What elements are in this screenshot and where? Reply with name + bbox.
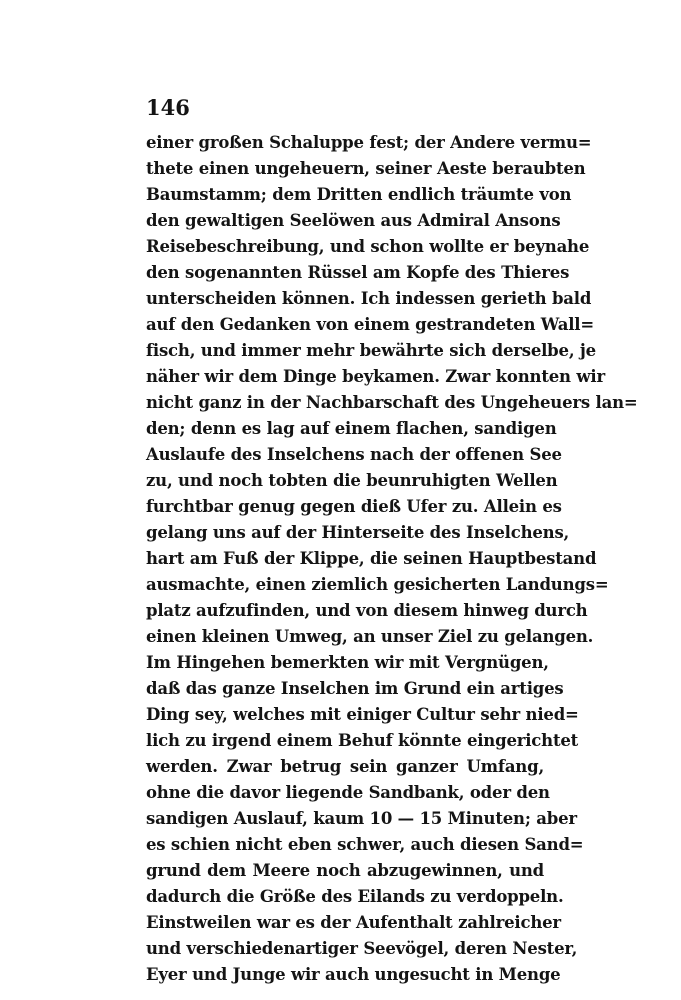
text-line: unterscheiden können. Ich indessen gerieth bald bbox=[146, 289, 592, 308]
text-line: ausmachte, einen ziemlich gesicherten Landungs= bbox=[146, 575, 609, 594]
text-line: Eyer und Junge wir auch ungesucht in Menge bbox=[146, 965, 561, 984]
text-line: fisch, und immer mehr bewährte sich derselbe, je bbox=[146, 341, 596, 360]
text-line: den sogenannten Rüssel am Kopfe des Thieres bbox=[146, 263, 570, 282]
text-line: Im Hingehen bemerkten wir mit Vergnügen, bbox=[146, 653, 549, 672]
text-line: sandigen Auslauf, kaum 10 — 15 Minuten; aber bbox=[146, 809, 577, 828]
text-line: grund dem Meere noch abzugewinnen, und bbox=[146, 861, 544, 880]
text-line: dadurch die Größe des Eilands zu verdoppeln. bbox=[146, 887, 564, 906]
text-line: einer großen Schaluppe fest; der Andere vermu= bbox=[146, 133, 592, 152]
text-line: nicht ganz in der Nachbarschaft des Ungeheuers lan= bbox=[146, 393, 638, 412]
body-text bbox=[146, 130, 638, 988]
text-line: Einstweilen war es der Aufenthalt zahlreicher bbox=[146, 913, 561, 932]
text-line: näher wir dem Dinge beykamen. Zwar konnten wir bbox=[146, 367, 605, 386]
text-line: hart am Fuß der Klippe, die seinen Hauptbestand bbox=[146, 549, 597, 568]
text-line: daß das ganze Inselchen im Grund ein artiges bbox=[146, 679, 564, 698]
page-number: 146 bbox=[146, 95, 190, 120]
text-line: Reisebeschreibung, und schon wollte er beynahe bbox=[146, 237, 590, 256]
text-line: werden. Zwar betrug sein ganzer Umfang, bbox=[146, 757, 544, 776]
text-line: gelang uns auf der Hinterseite des Inselchens, bbox=[146, 523, 570, 542]
text-line: ohne die davor liegende Sandbank, oder den bbox=[146, 783, 550, 802]
text-line: Auslaufe des Inselchens nach der offenen See bbox=[146, 445, 562, 464]
text-line: thete einen ungeheuern, seiner Aeste beraubten bbox=[146, 159, 586, 178]
text-line: und verschiedenartiger Seevögel, deren Nester, bbox=[146, 939, 578, 958]
text-line: zu, und noch tobten die beunruhigten Wellen bbox=[146, 471, 558, 490]
text-line: es schien nicht eben schwer, auch diesen Sand= bbox=[146, 835, 584, 854]
text-line: Ding sey, welches mit einiger Cultur sehr nied= bbox=[146, 705, 579, 724]
text-line: furchtbar genug gegen dieß Ufer zu. Allein es bbox=[146, 497, 562, 516]
text-line: den gewaltigen Seelöwen aus Admiral Ansons bbox=[146, 211, 561, 230]
text-line: platz aufzufinden, und von diesem hinweg durch bbox=[146, 601, 588, 620]
text-line: Baumstamm; dem Dritten endlich träumte von bbox=[146, 185, 572, 204]
text-line: lich zu irgend einem Behuf könnte eingerichtet bbox=[146, 731, 579, 750]
text-line: auf den Gedanken von einem gestrandeten Wall= bbox=[146, 315, 594, 334]
text-line: den; denn es lag auf einem flachen, sandigen bbox=[146, 419, 557, 438]
text-line: einen kleinen Umweg, an unser Ziel zu gelangen. bbox=[146, 627, 594, 646]
